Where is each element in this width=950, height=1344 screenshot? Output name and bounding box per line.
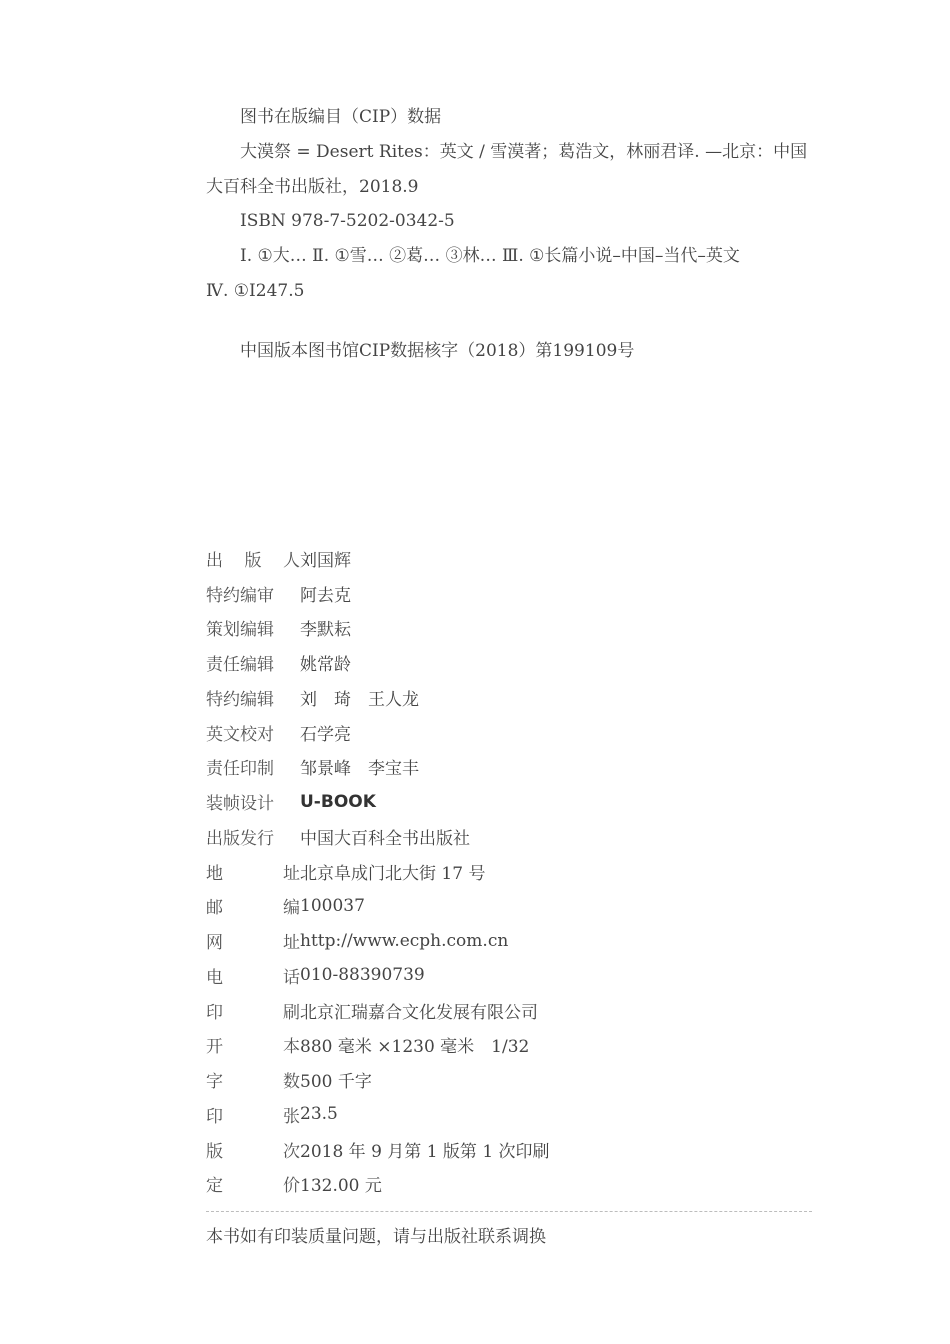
- special-reviewer: 阿去克: [300, 585, 351, 606]
- edition: 2018 年 9 月第 1 版第 1 次印刷: [300, 1141, 550, 1162]
- credit-row: [206, 1062, 826, 1097]
- credit-label: 定 价: [206, 1176, 300, 1197]
- printer: 北京汇瑞嘉合文化发展有限公司: [300, 1002, 538, 1023]
- print-supervisors: 邹景峰 李宝丰: [300, 759, 419, 780]
- address: 北京阜成门北大街 17 号: [300, 863, 486, 884]
- credit-row: [206, 1167, 826, 1202]
- credit-row: [206, 923, 826, 958]
- credit-row: [206, 819, 826, 854]
- credit-row: [206, 576, 826, 611]
- credit-label: 邮 编: [206, 898, 300, 919]
- cip-approval-number: 中国版本图书馆CIP数据核字（2018）第199109号: [240, 341, 635, 361]
- cip-classification-line-1: Ⅰ. ①大… Ⅱ. ①雪… ②葛… ③林… Ⅲ. ①长篇小说–中国–当代–英文: [240, 246, 740, 267]
- credit-row: [206, 645, 826, 680]
- cip-data-block: [206, 100, 866, 309]
- responsible-editor: 姚常龄: [300, 655, 351, 676]
- cip-title-line-2: 大百科全书出版社，2018.9: [206, 176, 419, 197]
- publisher-person: 刘国辉: [300, 550, 351, 571]
- credit-row: [206, 1097, 826, 1132]
- credit-row: [206, 784, 826, 819]
- cip-heading: 图书在版编目（CIP）数据: [240, 107, 442, 127]
- credit-label: 特约编辑: [206, 689, 274, 710]
- cip-isbn: ISBN 978-7-5202-0342-5: [240, 211, 455, 232]
- credit-label: 出 版 人: [206, 550, 300, 571]
- credit-label: 英文校对: [206, 724, 274, 745]
- credit-row: [206, 993, 826, 1028]
- design-studio-logo: U-BOOK: [300, 791, 376, 812]
- credit-row: [206, 750, 826, 785]
- publication-credits: [206, 541, 826, 1201]
- postal-code: 100037: [300, 895, 365, 916]
- publisher-name: 中国大百科全书出版社: [300, 828, 470, 849]
- credit-label: 出版发行: [206, 828, 274, 849]
- credit-row: [206, 958, 826, 993]
- credit-label: 电 话: [206, 967, 300, 988]
- credit-row: [206, 680, 826, 715]
- cip-title-line-1: 大漠祭 = Desert Rites：英文 / 雪漠著；葛浩文，林丽君译. —北京：中国: [240, 141, 808, 162]
- credit-label: 印 张: [206, 1106, 300, 1127]
- credit-label: 开 本: [206, 1037, 300, 1058]
- credit-label: 责任编辑: [206, 655, 274, 676]
- credit-label: 地 址: [206, 863, 300, 884]
- credit-row: [206, 715, 826, 750]
- credit-label: 策划编辑: [206, 620, 274, 641]
- dashed-divider: [206, 1211, 812, 1212]
- printed-sheets: 23.5: [300, 1104, 338, 1125]
- credit-label: 版 次: [206, 1141, 300, 1162]
- credit-label: 责任印制: [206, 759, 274, 780]
- price: 132.00 元: [300, 1176, 382, 1197]
- special-editors: 刘 琦 王人龙: [300, 689, 419, 710]
- credit-row: [206, 1028, 826, 1063]
- credit-row: [206, 854, 826, 889]
- credit-row: [206, 611, 826, 646]
- format-size: 880 毫米 ×1230 毫米 1/32: [300, 1037, 530, 1058]
- word-count: 500 千字: [300, 1072, 372, 1093]
- credit-label: 网 址: [206, 933, 300, 954]
- credit-label: 特约编审: [206, 585, 274, 606]
- credit-row: [206, 541, 826, 576]
- english-proofreader: 石学亮: [300, 724, 351, 745]
- credit-row: [206, 889, 826, 924]
- planning-editor: 李默耘: [300, 620, 351, 641]
- telephone: 010-88390739: [300, 965, 425, 986]
- credit-label: 印 刷: [206, 1002, 300, 1023]
- cip-classification-line-2: Ⅳ. ①I247.5: [206, 280, 305, 301]
- credit-label: 字 数: [206, 1072, 300, 1093]
- quality-notice: 本书如有印装质量问题，请与出版社联系调换: [206, 1227, 546, 1247]
- website-url: http://www.ecph.com.cn: [300, 930, 509, 951]
- credit-row: [206, 1132, 826, 1167]
- credit-label: 装帧设计: [206, 794, 274, 815]
